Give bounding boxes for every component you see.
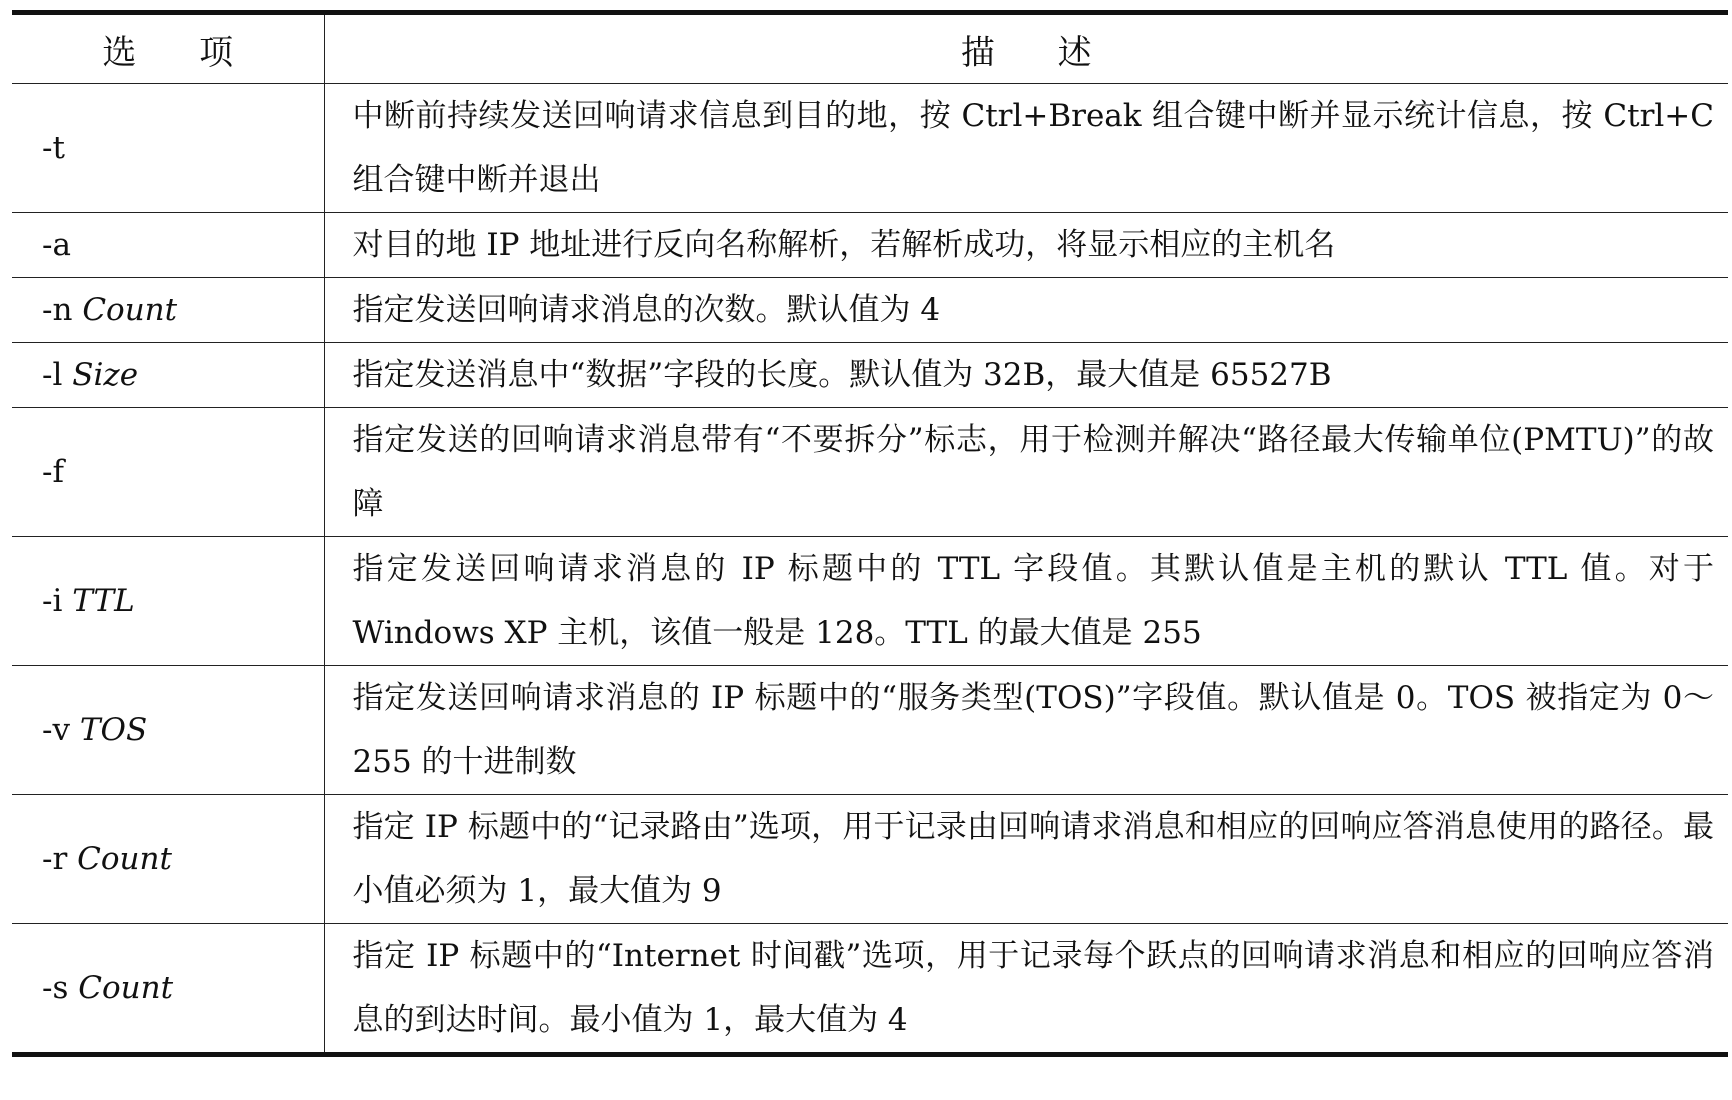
description-cell: 指定发送回响请求消息的次数。默认值为 4 [324,278,1728,343]
option-flag: -r [42,841,68,877]
option-flag: -s [42,970,69,1006]
header-option: 选 项 [12,15,324,84]
option-cell [12,278,324,343]
table-row [12,924,1728,1053]
option-cell [12,213,324,278]
description-cell: 指定 IP 标题中的“记录路由”选项，用于记录由回响请求消息和相应的回响应答消息使用的路径。最小值必须为 1，最大值为 9 [324,795,1728,924]
option-cell [12,537,324,666]
option-flag: -t [42,130,65,166]
option-argument: TOS [79,712,148,748]
option-cell [12,795,324,924]
description-cell: 指定发送回响请求消息的 IP 标题中的“服务类型(TOS)”字段值。默认值是 0。TOS 被指定为 0～255 的十进制数 [324,666,1728,795]
option-argument: Count [78,970,174,1006]
option-cell [12,666,324,795]
option-flag: -i [42,583,63,619]
table-row [12,213,1728,278]
table-header-row [12,15,1728,84]
option-cell [12,343,324,408]
table-row [12,278,1728,343]
table-bottom-rule [12,1052,1728,1057]
option-cell [12,408,324,537]
table-row [12,537,1728,666]
table-row [12,84,1728,213]
description-cell: 指定发送消息中“数据”字段的长度。默认值为 32B，最大值是 65527B [324,343,1728,408]
description-cell: 对目的地 IP 地址进行反向名称解析，若解析成功，将显示相应的主机名 [324,213,1728,278]
option-flag: -a [42,227,71,263]
option-flag: -n [42,292,73,328]
description-cell: 中断前持续发送回响请求信息到目的地，按 Ctrl+Break 组合键中断并显示统计信息，按 Ctrl+C 组合键中断并退出 [324,84,1728,213]
option-argument: TTL [72,583,135,619]
option-cell [12,924,324,1053]
table-row [12,666,1728,795]
option-flag: -v [42,712,70,748]
description-cell: 指定发送的回响请求消息带有“不要拆分”标志，用于检测并解决“路径最大传输单位(PMTU)”的故障 [324,408,1728,537]
description-cell: 指定 IP 标题中的“Internet 时间戳”选项，用于记录每个跃点的回响请求消息和相应的回响应答消息的到达时间。最小值为 1，最大值为 4 [324,924,1728,1053]
description-cell: 指定发送回响请求消息的 IP 标题中的 TTL 字段值。其默认值是主机的默认 TTL 值。对于 Windows XP 主机，该值一般是 128。TTL 的最大值是 255 [324,537,1728,666]
option-flag: -f [42,454,64,490]
table-row [12,343,1728,408]
ping-options-table [12,15,1728,1052]
option-argument: Count [82,292,178,328]
option-flag: -l [42,357,63,393]
options-table-container [12,10,1728,1057]
option-argument: Count [77,841,172,877]
table-row [12,408,1728,537]
option-argument: Size [72,357,139,393]
header-description: 描 述 [324,15,1728,84]
table-row [12,795,1728,924]
option-cell [12,84,324,213]
